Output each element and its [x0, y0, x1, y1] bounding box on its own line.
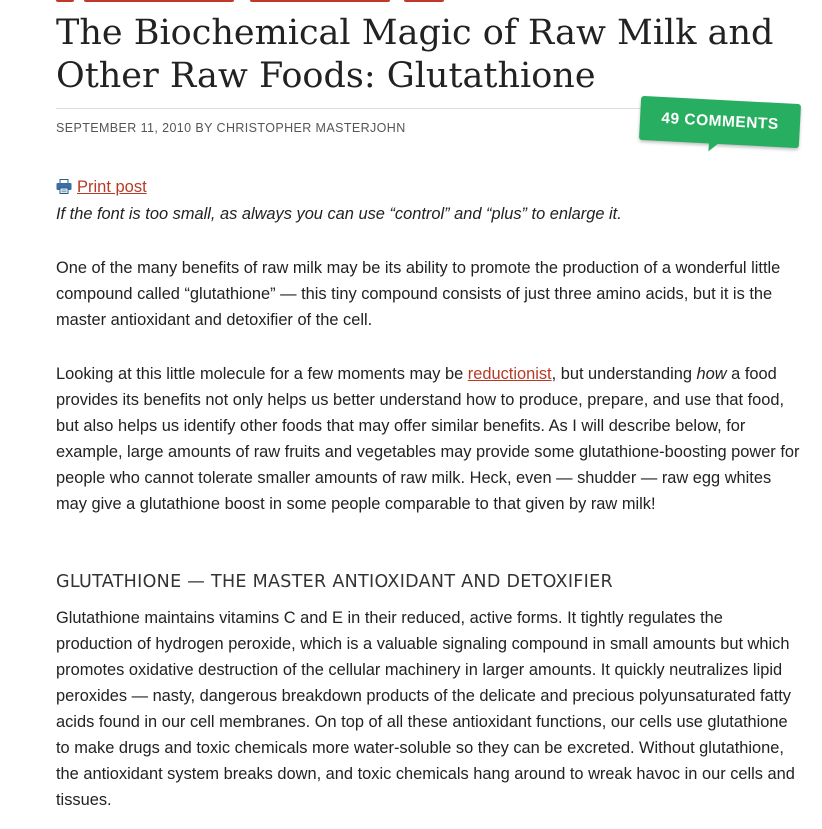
post-date: SEPTEMBER 11, 2010	[56, 121, 192, 135]
post-meta	[56, 121, 406, 135]
para2-text-b: , but understanding	[551, 365, 697, 383]
para2-text-a: Looking at this little molecule for a few moments may be	[56, 365, 468, 383]
speech-bubble-tail	[708, 142, 718, 152]
article-title: The Biochemical Magic of Raw Milk and Other Raw Foods: Glutathione	[56, 13, 774, 96]
intro-paragraph: One of the many benefits of raw milk may be its ability to promote the production of a wonderful little compound called “glutathione” — this tiny compound consists of just three amino acids, but it is the master antioxidant and detoxifier of the cell.	[56, 259, 781, 329]
reductionism-paragraph	[56, 361, 801, 517]
comments-count-label: 49 COMMENTS	[660, 109, 780, 134]
para2-emphasis: how	[696, 365, 727, 383]
para2-text-c: a food provides its benefits not only helps us better understand how to produce, prepare, and use that food, but also helps us identify other foods that may offer similar benefits. As I will describe below, for example, large amounts of raw fruits and vegetables may provide some glutathione-boosting power for people who cannot tolerate smaller amounts of raw milk. Heck, even — shudder — raw egg whites may give a glutathione boost in some people comparable to that given by raw milk!	[56, 365, 800, 513]
printer-icon[interactable]	[56, 179, 72, 194]
byline-prefix: BY	[195, 121, 213, 135]
comments-count-button[interactable]	[639, 96, 801, 148]
font-size-note: If the font is too small, as always you can use “control” and “plus” to enlarge it.	[56, 205, 622, 223]
section-heading: GLUTATHIONE — THE MASTER ANTIOXIDANT AND DETOXIFIER	[56, 572, 613, 592]
cropped-category-bar	[0, 0, 822, 4]
print-post-link[interactable]: Print post	[77, 178, 147, 196]
post-author[interactable]: CHRISTOPHER MASTERJOHN	[216, 121, 406, 135]
glutathione-paragraph: Glutathione maintains vitamins C and E in their reduced, active forms. It tightly regulates the production of hydrogen peroxide, which is a valuable signaling compound in small amounts but which promotes oxidative destruction of the cellular machinery in larger amounts. It quickly neutralizes lipid peroxides — nasty, dangerous breakdown products of the delicate and precious polyunsaturated fatty acids found in our cell membranes. On top of all these antioxidant functions, our cells use glutathione to make drugs and toxic chemicals more water-soluble so they can be excreted. Without glutathione, the antioxidant system breaks down, and toxic chemicals hang around to wreak havoc in our cells and tissues.	[56, 609, 795, 809]
reductionist-link[interactable]: reductionist	[467, 365, 552, 383]
print-post-row	[56, 176, 147, 198]
